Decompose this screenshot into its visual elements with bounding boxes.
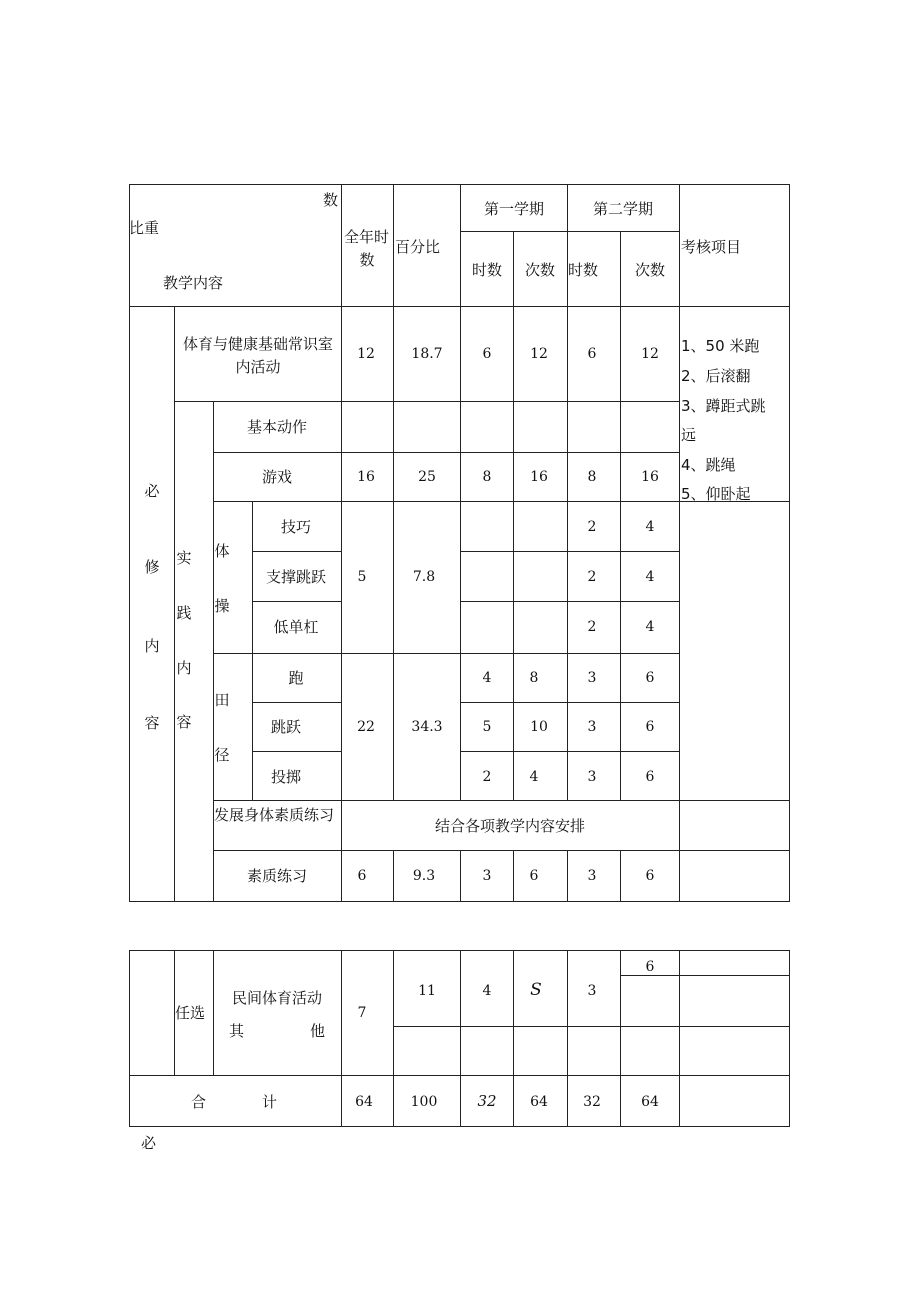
assessment-item: 3、蹲距式跳	[681, 397, 766, 415]
total-assessment-cell	[679, 1075, 790, 1127]
jump-s2h: 3	[587, 719, 597, 735]
required-char-4: 容	[144, 714, 160, 732]
jump-name: 跳跃	[270, 718, 302, 736]
develop-note: 结合各项教学内容安排	[434, 817, 586, 835]
corner-label-mid: 比重	[129, 219, 160, 237]
folk-s1h: 4	[482, 983, 492, 999]
health-s1t: 12	[530, 346, 548, 362]
corner-label-top: 数	[323, 191, 339, 209]
practice-col-cell	[174, 401, 214, 902]
fitness-assessment-cell	[679, 850, 790, 902]
gym-annual: 5	[357, 569, 367, 585]
elective-label: 任选	[175, 1004, 206, 1022]
header-sem1: 第一学期	[483, 200, 545, 218]
header-annual-hours-line1: 全年时	[344, 228, 390, 246]
gym-char-1: 体	[214, 542, 230, 560]
track-char-2: 径	[214, 746, 230, 764]
fitness-annual: 6	[357, 868, 367, 884]
skill-s1t-cell	[513, 501, 568, 552]
vault-s2t: 4	[645, 569, 655, 585]
header-s2-hours: 时数	[568, 261, 599, 279]
gym-char-2: 操	[214, 597, 230, 615]
skill-s1h-cell	[460, 501, 514, 552]
game-s2t: 16	[641, 469, 659, 485]
folk-name: 民间体育活动	[231, 989, 323, 1007]
game-annual: 16	[357, 469, 375, 485]
fitness-s1h: 3	[482, 868, 492, 884]
fitness-s1t-cell	[513, 850, 568, 902]
run-s1t: 8	[529, 670, 539, 686]
jump-s1t: 10	[530, 719, 548, 735]
practice-char-4: 容	[176, 713, 192, 731]
folk-assessment-cell	[679, 950, 790, 976]
total-pct: 100	[410, 1094, 438, 1110]
fitness-pct: 9.3	[412, 868, 436, 884]
required-char-2: 修	[144, 558, 160, 576]
total-s2h: 32	[583, 1094, 601, 1110]
throw-s1t-cell	[513, 751, 568, 801]
health-name-line1: 体育与健康基础常识室	[182, 335, 334, 353]
fitness-annual-cell	[341, 850, 394, 902]
corner-label-bottom: 教学内容	[163, 274, 224, 292]
basic-annual-cell	[341, 401, 394, 453]
health-pct: 18.7	[411, 346, 443, 362]
gym-annual-cell	[341, 501, 394, 654]
vault-s1t-cell	[513, 551, 568, 602]
throw-s2h: 3	[587, 769, 597, 785]
folk-s2t: 6	[645, 959, 655, 975]
folk-name-cell	[213, 950, 342, 1076]
folk-s2t-lower-cell	[620, 975, 680, 1027]
header-percentage: 百分比	[395, 238, 441, 256]
bar-s2t: 4	[645, 619, 655, 635]
basic-s1h-cell	[460, 401, 514, 453]
health-annual: 12	[357, 346, 375, 362]
skill-s2t: 4	[645, 519, 655, 535]
gym-col-cell	[213, 501, 253, 654]
other-name-part2: 他	[310, 1022, 326, 1040]
vault-s1h-cell	[460, 551, 514, 602]
game-s1t: 16	[530, 469, 548, 485]
game-pct: 25	[418, 469, 436, 485]
run-name: 跑	[288, 669, 304, 687]
total-label-part2: 计	[262, 1093, 278, 1111]
run-s2h: 3	[587, 670, 597, 686]
bar-s1t-cell	[513, 601, 568, 654]
vault-name: 支撑跳跃	[265, 568, 327, 586]
other-s1t-cell	[513, 1026, 568, 1076]
basic-s2h-cell	[567, 401, 621, 453]
assessment-item: 2、后滚翻	[681, 367, 751, 385]
game-s2h: 8	[587, 469, 597, 485]
header-annual-hours-line2: 数	[359, 251, 375, 269]
basic-s1t-cell	[513, 401, 568, 453]
game-name: 游戏	[261, 468, 293, 486]
other-assessment-cell	[679, 1026, 790, 1076]
run-s1h: 4	[482, 670, 492, 686]
bar-name: 低单杠	[273, 618, 319, 636]
required-col-cell	[129, 306, 175, 902]
total-s2t: 64	[641, 1094, 659, 1110]
throw-name: 投掷	[270, 768, 302, 786]
health-name-line2: 内活动	[235, 358, 281, 376]
total-annual: 64	[355, 1094, 373, 1110]
vault-s2h: 2	[587, 569, 597, 585]
footer-fragment: 必	[141, 1134, 157, 1152]
assessment-item: 1、50 米跑	[681, 337, 760, 355]
assessment-empty-cell	[679, 501, 790, 801]
folk-annual: 7	[357, 1005, 367, 1021]
bar-s2h: 2	[587, 619, 597, 635]
practice-char-2: 践	[176, 604, 192, 622]
required-char-3: 内	[144, 637, 160, 655]
throw-s2t: 6	[645, 769, 655, 785]
assessment-item: 5、仰卧起	[681, 485, 751, 503]
assessment-item: 4、跳绳	[681, 456, 736, 474]
required-char-1: 必	[144, 482, 160, 500]
track-pct: 34.3	[411, 719, 443, 735]
t2-left-cell	[129, 950, 175, 1076]
header-s2-times: 次数	[634, 261, 666, 279]
header-s1-hours: 时数	[471, 261, 503, 279]
practice-char-1: 实	[176, 549, 192, 567]
header-sem2: 第二学期	[592, 200, 654, 218]
practice-char-3: 内	[176, 659, 192, 677]
game-s1h: 8	[482, 469, 492, 485]
basic-name: 基本动作	[246, 418, 308, 436]
run-s1t-cell	[513, 653, 568, 703]
other-pct-cell	[393, 1026, 461, 1076]
gym-pct: 7.8	[412, 569, 436, 585]
fitness-s2h: 3	[587, 868, 597, 884]
basic-s2t-cell	[620, 401, 680, 453]
develop-name: 发展身体素质练习	[214, 806, 335, 824]
health-s1h: 6	[482, 346, 492, 362]
basic-pct-cell	[393, 401, 461, 453]
other-s1h-cell	[460, 1026, 514, 1076]
folk-annual-cell	[341, 950, 394, 1076]
total-s1t: 64	[530, 1094, 548, 1110]
other-name-part1: 其	[229, 1022, 245, 1040]
health-s2h: 6	[587, 346, 597, 362]
folk-s2h: 3	[587, 983, 597, 999]
skill-s2h: 2	[587, 519, 597, 535]
health-s2t: 12	[641, 346, 659, 362]
bar-s1h-cell	[460, 601, 514, 654]
assessment-item: 远	[681, 426, 697, 444]
throw-s1h: 2	[482, 769, 492, 785]
header-s1-times: 次数	[524, 261, 556, 279]
fitness-name: 素质练习	[246, 867, 308, 885]
other-s2t-cell	[620, 1026, 680, 1076]
folk-pct: 11	[418, 983, 436, 999]
fitness-s1t: 6	[529, 868, 539, 884]
header-assessment: 考核项目	[681, 238, 742, 256]
track-annual: 22	[357, 719, 375, 735]
folk-s1t: S	[530, 980, 542, 1000]
other-s2h-cell	[567, 1026, 621, 1076]
jump-s1h: 5	[482, 719, 492, 735]
track-col-cell	[213, 653, 253, 801]
folk-assessment-lower-cell	[679, 975, 790, 1027]
develop-assessment-cell	[679, 800, 790, 851]
throw-s1t: 4	[529, 769, 539, 785]
skill-name: 技巧	[280, 518, 312, 536]
total-s1h: 32	[477, 1092, 497, 1110]
run-s2t: 6	[645, 670, 655, 686]
health-name-cell	[174, 306, 342, 402]
fitness-s2t: 6	[645, 868, 655, 884]
jump-s2t: 6	[645, 719, 655, 735]
header-corner-cell	[129, 184, 342, 307]
total-label-cell	[129, 1075, 342, 1127]
track-char-1: 田	[214, 691, 230, 709]
total-label-part1: 合	[191, 1093, 207, 1111]
